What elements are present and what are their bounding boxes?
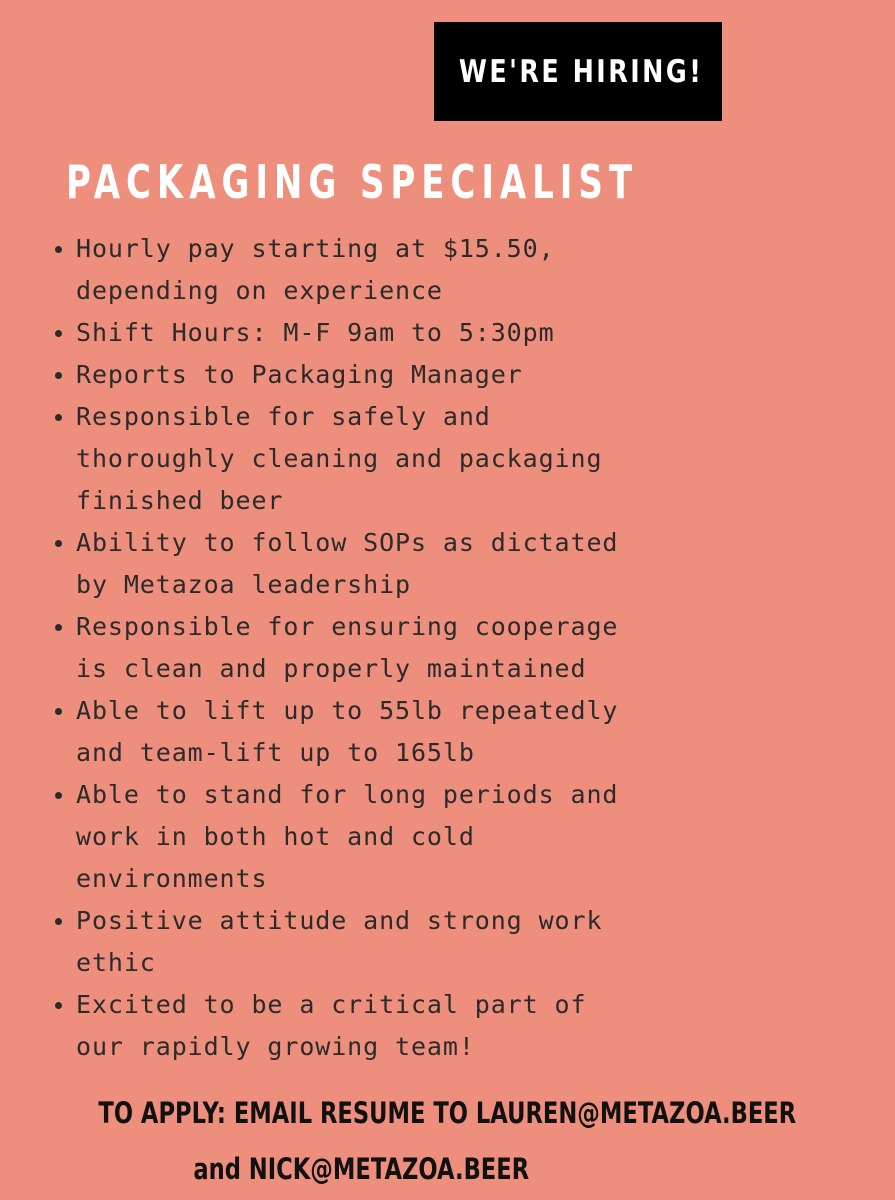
apply-line-1: TO APPLY: EMAIL RESUME TO LAUREN@METAZOA.BEER [98, 1096, 797, 1130]
bullet-icon [55, 792, 62, 799]
list-item [52, 984, 722, 1068]
list-item [52, 774, 722, 900]
hiring-badge-text: WE'RE HIRING! [458, 53, 704, 90]
list-item [52, 690, 722, 774]
list-item [52, 354, 722, 396]
bullet-icon [55, 708, 62, 715]
list-item-text: Responsible for safely and thoroughly cleaning and packaging finished beer [76, 402, 603, 515]
list-item-text: Ability to follow SOPs as dictated by Metazoa leadership [76, 528, 619, 599]
bullet-icon [55, 540, 62, 547]
list-item-text: Hourly pay starting at $15.50, depending on experience [76, 234, 555, 305]
job-title [66, 152, 722, 212]
list-item-text: Able to lift up to 55lb repeatedly and team-lift up to 165lb [76, 696, 619, 767]
list-item-text: Shift Hours: M-F 9am to 5:30pm [76, 318, 555, 347]
bullet-icon [55, 624, 62, 631]
bullet-icon [55, 330, 62, 337]
requirements-list [52, 228, 722, 1068]
list-item-text: Responsible for ensuring cooperage is clean and properly maintained [76, 612, 619, 683]
apply-instructions [0, 1093, 797, 1133]
bullet-icon [55, 1002, 62, 1009]
list-item [52, 606, 722, 690]
list-item-text: Positive attitude and strong work ethic [76, 906, 603, 977]
bullet-icon [55, 414, 62, 421]
job-title-text: PACKAGING SPECIALIST [66, 155, 638, 209]
hiring-badge [434, 22, 722, 121]
list-item-text: Excited to be a critical part of our rapidly growing team! [76, 990, 587, 1061]
apply-line-2: and NICK@METAZOA.BEER [193, 1152, 529, 1186]
list-item [52, 396, 722, 522]
list-item [52, 228, 722, 312]
bullet-icon [55, 372, 62, 379]
list-item-text: Able to stand for long periods and work in both hot and cold environments [76, 780, 619, 893]
bullet-icon [55, 246, 62, 253]
bullet-icon [55, 918, 62, 925]
list-item-text: Reports to Packaging Manager [76, 360, 523, 389]
list-item [52, 312, 722, 354]
list-item [52, 900, 722, 984]
apply-contact [0, 1149, 722, 1189]
list-item [52, 522, 722, 606]
